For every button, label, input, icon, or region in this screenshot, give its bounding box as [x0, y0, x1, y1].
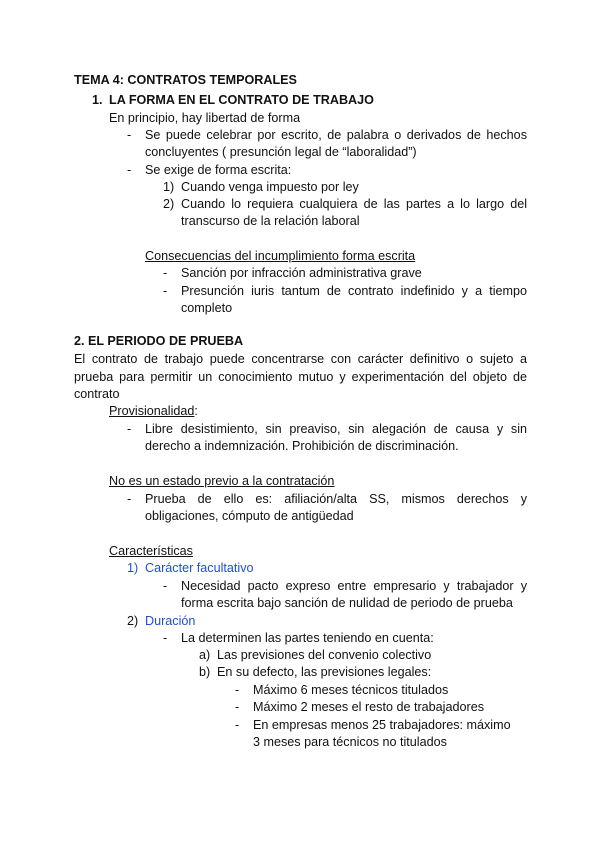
- noes-line1: Prueba de ello es: afiliación/alta SS, mismos derechos y: [145, 492, 527, 506]
- list-marker: 1): [127, 561, 139, 575]
- section1-item2-line2: transcurso de la relación laboral: [181, 214, 360, 228]
- bullet-dash: -: [235, 700, 240, 714]
- consequences-heading: Consecuencias del incumplimiento forma escrita: [145, 249, 416, 263]
- consequence-2-line2: completo: [181, 301, 233, 315]
- bullet-dash: -: [235, 718, 240, 732]
- bullet-dash: -: [127, 422, 132, 436]
- list-marker: a): [199, 648, 211, 662]
- bullet-dash: -: [235, 683, 240, 697]
- document-title: TEMA 4: CONTRATOS TEMPORALES: [74, 73, 297, 87]
- caracter-facultativo: Carácter facultativo: [145, 561, 254, 575]
- duracion-description: La determinen las partes teniendo en cuenta:: [181, 631, 434, 645]
- section1-intro: En principio, hay libertad de forma: [109, 111, 301, 125]
- section2-heading: 2. EL PERIODO DE PRUEBA: [74, 334, 244, 348]
- provisionalidad-heading: Provisionalidad: [109, 404, 195, 418]
- section1-bullet2: Se exige de forma escrita:: [145, 163, 292, 177]
- consequence-2-line1: Presunción iuris tantum de contrato indefinido y a tiempo: [181, 284, 527, 298]
- consequence-1: Sanción por infracción administrativa grave: [181, 266, 422, 280]
- section1-number: 1.: [92, 93, 103, 107]
- list-marker: 2): [163, 197, 175, 211]
- max-item-3-line2: 3 meses para técnicos no titulados: [253, 735, 447, 749]
- provisionalidad-line1: Libre desistimiento, sin preaviso, sin alegación de causa y sin: [145, 422, 527, 436]
- bullet-dash: -: [127, 492, 132, 506]
- list-marker: 2): [127, 614, 139, 628]
- caracter-facultativo-line2: forma escrita bajo sanción de nulidad de periodo de prueba: [181, 596, 513, 610]
- max-item-1: Máximo 6 meses técnicos titulados: [253, 683, 449, 697]
- provisionalidad-heading-wrap: [109, 402, 198, 420]
- max-item-3-line1: En empresas menos 25 trabajadores: máximo: [253, 718, 511, 732]
- bullet-dash: -: [127, 128, 132, 142]
- bullet-dash: -: [163, 266, 168, 280]
- section1-item2-line1: Cuando lo requiera cualquiera de las partes a lo largo del: [181, 197, 527, 211]
- noes-heading: No es un estado previo a la contratación: [109, 474, 335, 488]
- duracion: Duración: [145, 614, 196, 628]
- section2-paragraph-line1: El contrato de trabajo puede concentrarse con carácter definitivo o sujeto a: [74, 352, 527, 366]
- section1-bullet1-line2: concluyentes ( presunción legal de “laboralidad”): [145, 145, 417, 159]
- section1-heading: LA FORMA EN EL CONTRATO DE TRABAJO: [109, 93, 374, 107]
- bullet-dash: -: [163, 631, 168, 645]
- section2-paragraph-line2: prueba para permitir un conocimiento mutuo y experimentación del objeto de: [74, 370, 527, 384]
- section1-item1: Cuando venga impuesto por ley: [181, 180, 359, 194]
- bullet-dash: -: [163, 579, 168, 593]
- bullet-dash: -: [163, 284, 168, 298]
- bullet-dash: -: [127, 163, 132, 177]
- section1-bullet1-line1: Se puede celebrar por escrito, de palabra o derivados de hechos: [145, 128, 527, 142]
- caracter-facultativo-line1: Necesidad pacto expreso entre empresario y trabajador y: [181, 579, 527, 593]
- list-marker: 1): [163, 180, 175, 194]
- provisionalidad-colon: :: [194, 404, 198, 418]
- list-marker: b): [199, 665, 211, 679]
- duracion-item-b: En su defecto, las previsiones legales:: [217, 665, 432, 679]
- section2-paragraph-line3: contrato: [74, 387, 120, 401]
- provisionalidad-line2: derecho a indemnización. Prohibición de discriminación.: [145, 439, 459, 453]
- duracion-item-a: Las previsiones del convenio colectivo: [217, 648, 432, 662]
- caracteristicas-heading: Características: [109, 544, 193, 558]
- noes-line2: obligaciones, cómputo de antigüedad: [145, 509, 354, 523]
- max-item-2: Máximo 2 meses el resto de trabajadores: [253, 700, 484, 714]
